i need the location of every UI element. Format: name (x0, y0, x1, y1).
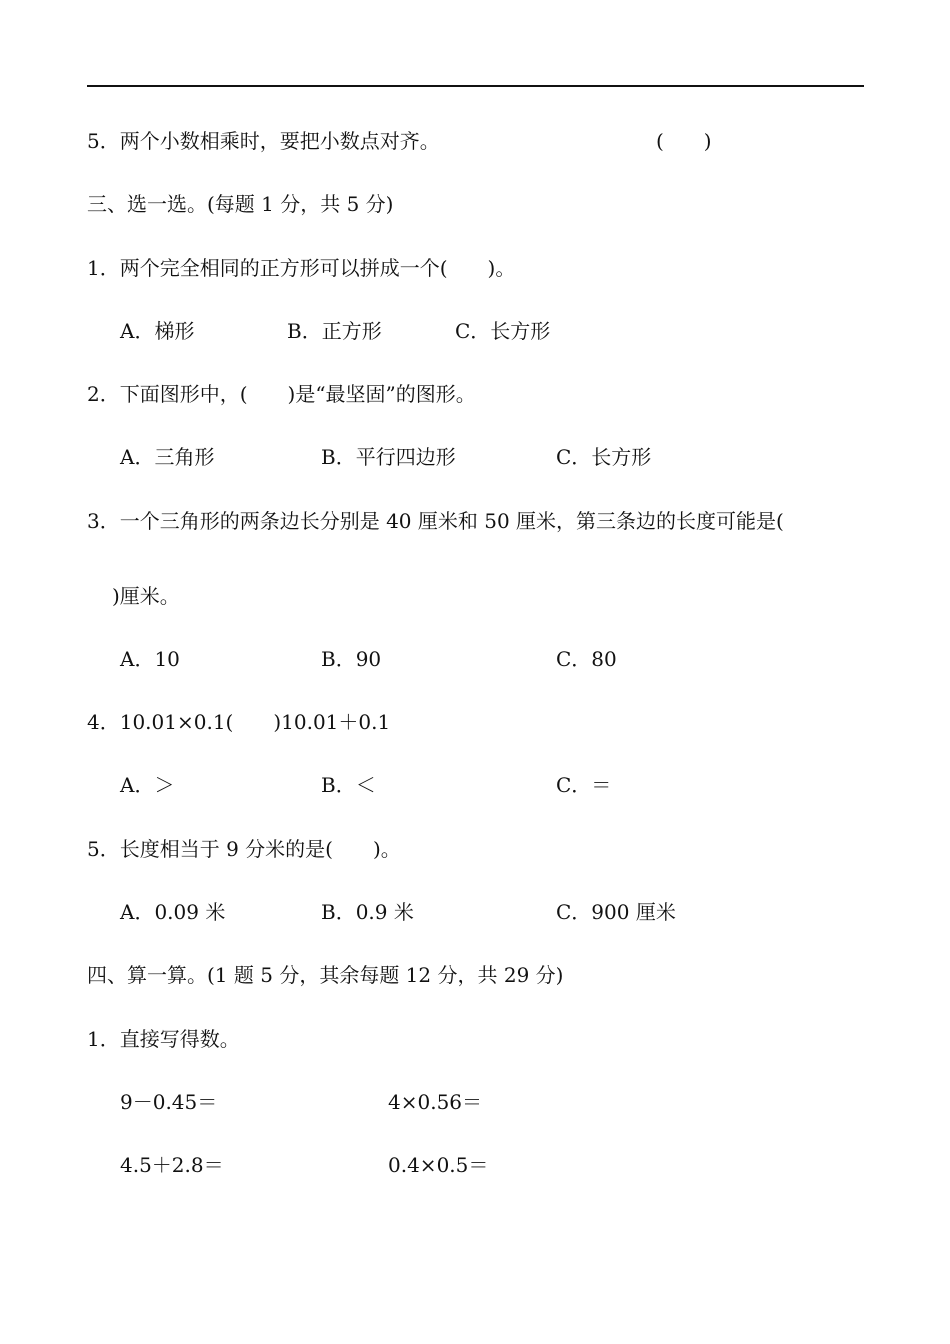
tf-question-5: 5．两个小数相乘时，要把小数点对齐。 (87, 129, 440, 153)
calc-item: 4.5＋2.8＝ (120, 1153, 224, 1177)
mc-question-4: 4．10.01×0.1( )10.01＋0.1 (87, 710, 391, 734)
mc-q2-option-a: A．三角形 (120, 445, 215, 469)
calc-item: 4×0.56＝ (388, 1090, 483, 1114)
mc-question-2: 2．下面图形中，( )是“最坚固”的图形。 (87, 382, 476, 406)
mc-q1-option-c: C．长方形 (455, 319, 551, 343)
mc-q5-option-a: A．0.09 米 (120, 900, 226, 924)
mc-q5-option-b: B．0.9 米 (321, 900, 414, 924)
mc-q1-option-a: A．梯形 (120, 319, 195, 343)
mc-question-3-line-1: 3．一个三角形的两条边长分别是 40 厘米和 50 厘米，第三条边的长度可能是( (87, 509, 784, 533)
calc-item: 0.4×0.5＝ (388, 1153, 489, 1177)
header-rule (87, 85, 864, 87)
mc-q4-option-b: B．＜ (321, 773, 376, 797)
section-3-heading: 三、选一选。(每题 1 分，共 5 分) (87, 192, 394, 216)
mc-q3-option-a: A．10 (120, 647, 180, 671)
mc-q2-option-c: C．长方形 (556, 445, 652, 469)
mc-q1-option-b: B．正方形 (287, 319, 382, 343)
mc-q3-option-c: C．80 (556, 647, 617, 671)
mc-q5-option-c: C．900 厘米 (556, 900, 676, 924)
mc-question-3-line-2: )厘米。 (112, 584, 180, 608)
tf-answer-parens[interactable]: ( ) (656, 129, 712, 153)
mc-q3-option-b: B．90 (321, 647, 382, 671)
mc-q4-option-c: C．＝ (556, 773, 612, 797)
mc-q2-option-b: B．平行四边形 (321, 445, 456, 469)
mc-question-5: 5．长度相当于 9 分米的是( )。 (87, 837, 401, 861)
mc-q4-option-a: A．＞ (120, 773, 175, 797)
section-4-heading: 四、算一算。(1 题 5 分，其余每题 12 分，共 29 分) (87, 963, 564, 987)
calc-question-1: 1．直接写得数。 (87, 1027, 240, 1051)
calc-item: 9－0.45＝ (120, 1090, 218, 1114)
mc-question-1: 1．两个完全相同的正方形可以拼成一个( )。 (87, 256, 516, 280)
